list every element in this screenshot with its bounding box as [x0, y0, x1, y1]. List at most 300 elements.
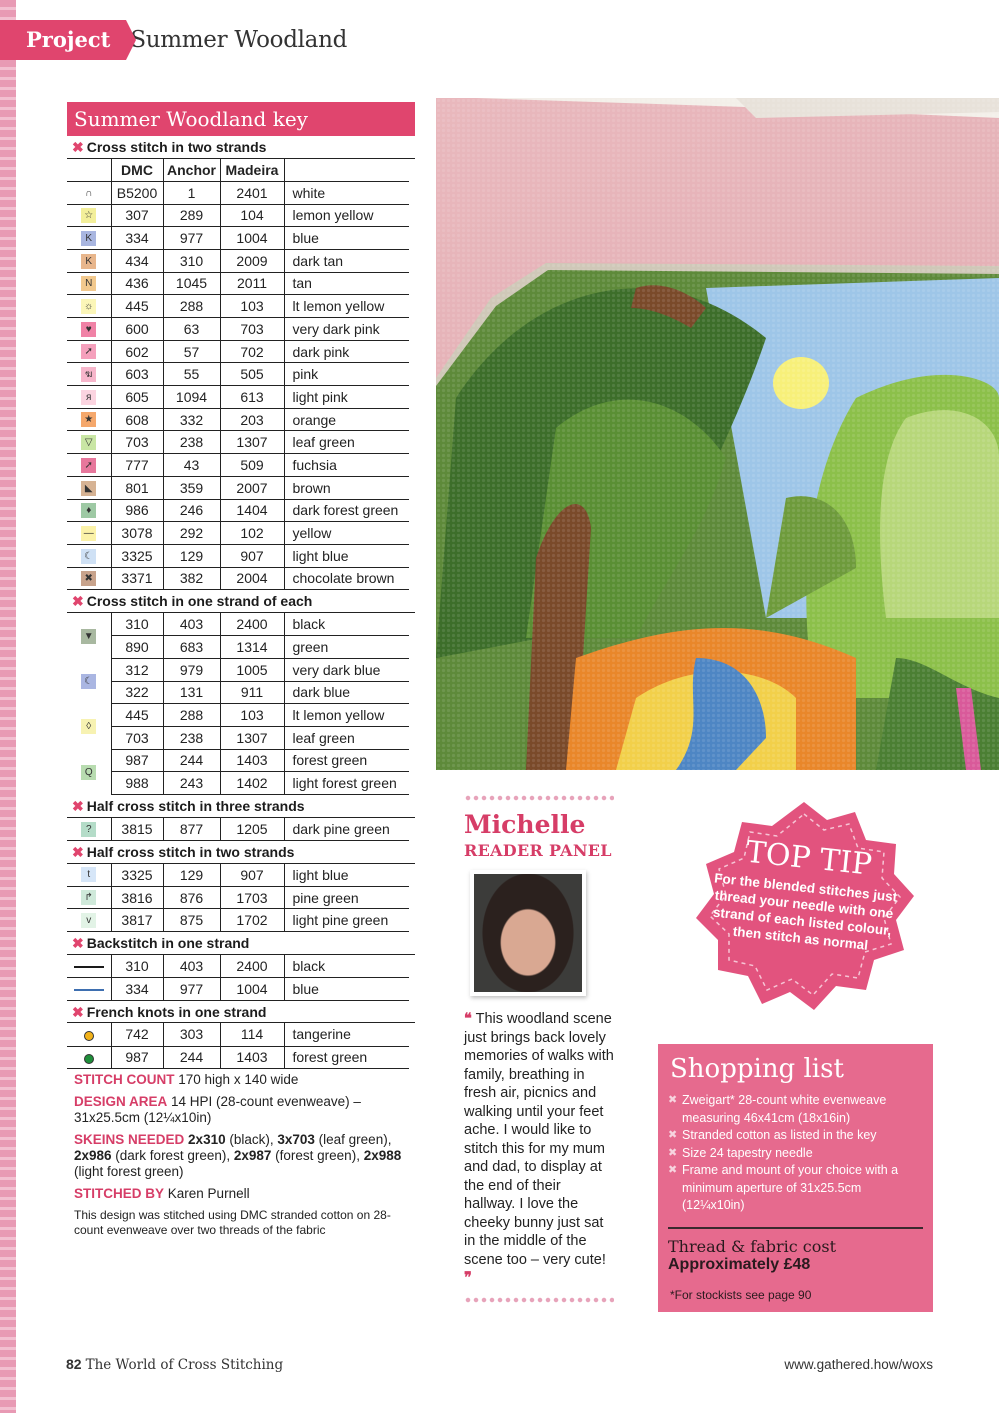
symbol-cell — [67, 249, 111, 272]
footer-left — [66, 1356, 283, 1373]
symbol-cell — [67, 181, 111, 204]
symbol-swatch: K — [81, 231, 96, 246]
key-row — [67, 499, 409, 522]
key-body — [67, 136, 415, 1069]
dmc-code: 703 — [111, 726, 163, 749]
key-section-label: French knots in one strand — [86, 1003, 267, 1020]
anchor-code: 977 — [163, 227, 220, 250]
french-knot-dot — [84, 1054, 94, 1064]
dmc-code: 3815 — [111, 818, 163, 841]
dmc-code: 3078 — [111, 522, 163, 545]
skein-count: 2x986 — [74, 1148, 112, 1163]
thread-name: light pink — [284, 386, 409, 409]
dmc-code: 445 — [111, 295, 163, 318]
dmc-code: 436 — [111, 272, 163, 295]
dmc-code: 987 — [111, 749, 163, 772]
reader-panel — [464, 794, 614, 1304]
thread-name: leaf green — [284, 431, 409, 454]
symbol-swatch: Q — [81, 765, 96, 780]
key-section-label: Cross stitch in two strands — [86, 139, 267, 155]
dmc-code: 602 — [111, 340, 163, 363]
thread-name: leaf green — [284, 726, 409, 749]
madeira-code: 103 — [220, 295, 284, 318]
symbol-cell — [67, 227, 111, 250]
symbol-swatch: ☾ — [81, 549, 96, 564]
key-row — [67, 181, 409, 204]
skein-count: 2x987 — [233, 1148, 272, 1163]
dmc-code: 310 — [111, 955, 163, 978]
key-section-label: Half cross stitch in three strands — [86, 797, 305, 814]
dmc-code: 603 — [111, 363, 163, 386]
header-anchor: Anchor — [163, 159, 220, 182]
symbol-cell — [67, 522, 111, 545]
symbol-swatch: v — [81, 913, 96, 928]
stitch-key — [67, 102, 415, 1069]
symbol-swatch: ◊ — [81, 719, 96, 734]
symbol-swatch: я — [81, 390, 96, 405]
thread-name: blue — [284, 227, 409, 250]
key-row — [67, 886, 409, 909]
key-row — [67, 249, 409, 272]
symbol-cell — [67, 499, 111, 522]
key-section-label: Cross stitch in one strand of each — [86, 593, 313, 610]
symbol-swatch: ✖ — [81, 571, 96, 586]
skein-count: 2x310 — [188, 1132, 226, 1147]
madeira-code: 1403 — [220, 1046, 284, 1069]
madeira-code: 1004 — [220, 977, 284, 1000]
anchor-code: 57 — [163, 340, 220, 363]
key-row — [67, 749, 409, 772]
french-knot-dot — [84, 1031, 94, 1041]
key-row — [67, 204, 409, 227]
symbol-swatch: ∩ — [85, 187, 93, 199]
symbol-swatch: ? — [81, 822, 96, 837]
key-row — [67, 431, 409, 454]
symbol-swatch: ↱ — [81, 890, 96, 905]
design-note: This design was stitched using DMC stranded cotton on 28-count evenweave over two threads of the fabric — [74, 1208, 391, 1237]
dmc-code: 600 — [111, 318, 163, 341]
anchor-code: 55 — [163, 363, 220, 386]
key-row — [67, 454, 409, 477]
madeira-code: 103 — [220, 704, 284, 727]
symbol-swatch: ☆ — [81, 208, 96, 223]
dmc-code: 986 — [111, 499, 163, 522]
reader-portrait — [474, 874, 582, 992]
anchor-code: 43 — [163, 454, 220, 477]
cross-icon: ✖ — [72, 935, 84, 952]
madeira-code: 509 — [220, 454, 284, 477]
header-blank — [67, 159, 111, 182]
dmc-code: 312 — [111, 658, 163, 681]
key-row — [67, 613, 409, 636]
key-row — [67, 544, 409, 567]
cross-icon: ✖ — [72, 139, 84, 155]
madeira-code: 2004 — [220, 567, 284, 590]
skein-count: 3x703 — [277, 1132, 315, 1147]
madeira-code: 1205 — [220, 818, 284, 841]
magazine-name: The World of Cross Stitching — [85, 1357, 284, 1373]
madeira-code: 907 — [220, 544, 284, 567]
footer-url: www.gathered.how/woxs — [784, 1357, 933, 1372]
key-row — [67, 567, 409, 590]
dmc-code: 3325 — [111, 544, 163, 567]
anchor-code: 876 — [163, 886, 220, 909]
anchor-code: 238 — [163, 726, 220, 749]
backstitch-line — [74, 989, 104, 991]
key-row — [67, 1023, 409, 1046]
madeira-code: 2400 — [220, 955, 284, 978]
anchor-code: 288 — [163, 704, 220, 727]
key-row — [67, 1046, 409, 1069]
thread-name: chocolate brown — [284, 567, 409, 590]
symbol-cell — [67, 295, 111, 318]
madeira-code: 1004 — [220, 227, 284, 250]
shopping-list-title: Shopping list — [670, 1054, 844, 1084]
key-row — [67, 272, 409, 295]
anchor-code: 131 — [163, 681, 220, 704]
thread-name: pink — [284, 363, 409, 386]
thread-name: white — [284, 181, 409, 204]
symbol-cell — [67, 704, 111, 749]
symbol-cell — [67, 544, 111, 567]
page-title: Summer Woodland — [130, 27, 348, 53]
anchor-code: 1 — [163, 181, 220, 204]
thread-name: dark pink — [284, 340, 409, 363]
anchor-code: 129 — [163, 544, 220, 567]
cross-icon: ✖ — [72, 797, 84, 814]
dmc-code: 3816 — [111, 886, 163, 909]
anchor-code: 977 — [163, 977, 220, 1000]
key-section-heading — [67, 841, 415, 864]
cross-icon: ✖ — [72, 593, 84, 610]
top-tip-badge — [692, 798, 917, 1013]
anchor-code: 332 — [163, 408, 220, 431]
shopping-item: ✖ Size 24 tapestry needle — [668, 1145, 925, 1163]
shopping-items — [658, 1084, 933, 1215]
symbol-cell — [67, 204, 111, 227]
anchor-code: 1045 — [163, 272, 220, 295]
dmc-code: 890 — [111, 636, 163, 659]
thread-name: pine green — [284, 886, 409, 909]
symbol-cell — [67, 567, 111, 590]
key-section-label: Half cross stitch in two strands — [86, 843, 295, 860]
anchor-code: 979 — [163, 658, 220, 681]
dmc-code: 3371 — [111, 567, 163, 590]
symbol-swatch: ➚ — [81, 458, 96, 473]
madeira-code: 114 — [220, 1023, 284, 1046]
thread-name: forest green — [284, 749, 409, 772]
key-header-row — [67, 159, 409, 182]
madeira-code: 1307 — [220, 431, 284, 454]
reader-quote: ❝ This woodland scene just brings back lovely memories of walks with family, breathing in fresh air, picnics and walking until your feet ache. I would like to stitch this for my mum and dad, to display at the end of their hallway. I love the cheeky bunny just sat in the middle of the scene too – very cute! ❞ — [464, 1010, 614, 1286]
dmc-code: 988 — [111, 772, 163, 795]
thread-name: dark blue — [284, 681, 409, 704]
symbol-swatch: ♦ — [81, 503, 96, 518]
key-row — [67, 704, 409, 727]
anchor-code: 63 — [163, 318, 220, 341]
symbol-cell — [67, 363, 111, 386]
key-row — [67, 658, 409, 681]
top-tip-body: For the blended stitches just thread your needle with one strand of each listed colour, then stitch as normal — [712, 870, 898, 953]
madeira-code: 203 — [220, 408, 284, 431]
symbol-swatch: N — [81, 276, 96, 291]
madeira-code: 702 — [220, 340, 284, 363]
madeira-code: 1403 — [220, 749, 284, 772]
madeira-code: 1702 — [220, 909, 284, 932]
madeira-code: 2400 — [220, 613, 284, 636]
cost-value: Approximately £48 — [668, 1255, 811, 1273]
dmc-code: 322 — [111, 681, 163, 704]
thread-name: light blue — [284, 544, 409, 567]
dmc-code: 310 — [111, 613, 163, 636]
key-section-heading — [67, 795, 415, 818]
thread-name: lt lemon yellow — [284, 295, 409, 318]
key-row — [67, 772, 409, 795]
shopping-item: ✖ Stranded cotton as listed in the key — [668, 1127, 925, 1145]
stitched-by: STITCHED BY Karen Purnell — [74, 1186, 250, 1201]
symbol-cell — [67, 1023, 111, 1046]
anchor-code: 303 — [163, 1023, 220, 1046]
symbol-swatch: ★ — [81, 412, 96, 427]
key-table — [67, 1023, 409, 1069]
key-row — [67, 522, 409, 545]
symbol-cell — [67, 476, 111, 499]
thread-name: fuchsia — [284, 454, 409, 477]
anchor-code: 1094 — [163, 386, 220, 409]
madeira-code: 1402 — [220, 772, 284, 795]
anchor-code: 877 — [163, 818, 220, 841]
madeira-code: 703 — [220, 318, 284, 341]
symbol-swatch: ▽ — [81, 435, 96, 450]
thread-name: dark tan — [284, 249, 409, 272]
key-section-heading — [67, 1001, 415, 1024]
cost-label: Thread & fabric cost — [668, 1236, 837, 1256]
madeira-code: 1314 — [220, 636, 284, 659]
key-section-heading — [67, 932, 415, 955]
symbol-swatch: — — [81, 526, 96, 541]
key-row — [67, 227, 409, 250]
thread-name: very dark blue — [284, 658, 409, 681]
key-table — [67, 864, 409, 933]
dmc-code: 334 — [111, 977, 163, 1000]
key-section-label: Backstitch in one strand — [86, 935, 250, 952]
anchor-code: 292 — [163, 522, 220, 545]
dmc-code: 703 — [111, 431, 163, 454]
thread-name: light pine green — [284, 909, 409, 932]
key-row — [67, 909, 409, 932]
dotted-divider — [464, 794, 614, 802]
anchor-code: 238 — [163, 431, 220, 454]
symbol-cell — [67, 454, 111, 477]
key-section-heading — [67, 136, 415, 159]
anchor-code: 244 — [163, 749, 220, 772]
dmc-code: 605 — [111, 386, 163, 409]
section-tag: Project — [0, 20, 126, 60]
thread-name: lt lemon yellow — [284, 704, 409, 727]
madeira-code: 505 — [220, 363, 284, 386]
madeira-code: 2401 — [220, 181, 284, 204]
shopping-list — [658, 1044, 933, 1312]
anchor-code: 129 — [163, 864, 220, 887]
thread-name: lemon yellow — [284, 204, 409, 227]
madeira-code: 2009 — [220, 249, 284, 272]
thread-name: blue — [284, 977, 409, 1000]
dmc-code: 445 — [111, 704, 163, 727]
symbol-cell — [67, 909, 111, 932]
madeira-code: 104 — [220, 204, 284, 227]
dmc-code: 608 — [111, 408, 163, 431]
thread-name: light forest green — [284, 772, 409, 795]
key-section-heading — [67, 590, 415, 613]
madeira-code: 1404 — [220, 499, 284, 522]
thread-name: tangerine — [284, 1023, 409, 1046]
symbol-cell — [67, 318, 111, 341]
key-table — [67, 159, 409, 591]
key-row — [67, 681, 409, 704]
symbol-cell — [67, 431, 111, 454]
anchor-code: 403 — [163, 955, 220, 978]
dotted-divider-bottom — [464, 1296, 614, 1304]
anchor-code: 382 — [163, 567, 220, 590]
key-title: Summer Woodland key — [67, 102, 415, 136]
key-row — [67, 955, 409, 978]
anchor-code: 683 — [163, 636, 220, 659]
dmc-code: 3325 — [111, 864, 163, 887]
symbol-swatch: ♥ — [81, 322, 96, 337]
thread-name: green — [284, 636, 409, 659]
symbol-cell — [67, 864, 111, 887]
madeira-code: 613 — [220, 386, 284, 409]
dmc-code: 3817 — [111, 909, 163, 932]
symbol-cell — [67, 955, 111, 978]
cost-box — [668, 1227, 923, 1274]
symbol-swatch: t — [81, 867, 96, 882]
key-row — [67, 818, 409, 841]
thread-name: very dark pink — [284, 318, 409, 341]
top-tip-text — [705, 833, 905, 956]
thread-name: tan — [284, 272, 409, 295]
thread-name: orange — [284, 408, 409, 431]
key-row — [67, 408, 409, 431]
symbol-cell — [67, 658, 111, 703]
symbol-cell — [67, 749, 111, 794]
key-row — [67, 295, 409, 318]
thread-name: brown — [284, 476, 409, 499]
anchor-code: 875 — [163, 909, 220, 932]
key-row — [67, 636, 409, 659]
anchor-code: 359 — [163, 476, 220, 499]
madeira-code: 911 — [220, 681, 284, 704]
symbol-swatch: ☼ — [81, 299, 96, 314]
key-row — [67, 386, 409, 409]
dmc-code: B5200 — [111, 181, 163, 204]
symbol-swatch: ◣ — [81, 481, 96, 496]
key-row — [67, 318, 409, 341]
reader-panel-label: READER PANEL — [464, 841, 612, 860]
header-dmc: DMC — [111, 159, 163, 182]
thread-name: forest green — [284, 1046, 409, 1069]
dmc-code: 801 — [111, 476, 163, 499]
key-table — [67, 818, 409, 841]
cross-icon: ✖ — [72, 843, 84, 860]
top-tip-title: TOP TIP — [744, 834, 874, 883]
dmc-code: 987 — [111, 1046, 163, 1069]
madeira-code: 102 — [220, 522, 284, 545]
header-name — [284, 159, 409, 182]
header-madeira: Madeira — [220, 159, 284, 182]
symbol-cell — [67, 408, 111, 431]
anchor-code: 246 — [163, 499, 220, 522]
symbol-swatch: ➚ — [81, 344, 96, 359]
symbol-cell — [67, 1046, 111, 1069]
stitch-count: STITCH COUNT 170 high x 140 wide — [74, 1072, 299, 1087]
key-row — [67, 476, 409, 499]
symbol-swatch: K — [81, 254, 96, 269]
symbol-cell — [67, 340, 111, 363]
stitched-woodland-photo — [436, 98, 999, 770]
symbol-cell — [67, 977, 111, 1000]
dmc-code: 307 — [111, 204, 163, 227]
key-row — [67, 977, 409, 1000]
page-edge-strip — [0, 0, 16, 1413]
backstitch-line — [74, 966, 104, 968]
anchor-code: 289 — [163, 204, 220, 227]
cross-icon: ✖ — [72, 1003, 84, 1020]
madeira-code: 2007 — [220, 476, 284, 499]
madeira-code: 907 — [220, 864, 284, 887]
anchor-code: 243 — [163, 772, 220, 795]
symbol-cell — [67, 818, 111, 841]
anchor-code: 288 — [163, 295, 220, 318]
key-row — [67, 363, 409, 386]
symbol-cell — [67, 613, 111, 658]
skein-count: 2x988 — [363, 1148, 402, 1163]
symbol-swatch: ▼ — [81, 629, 96, 644]
page-number: 82 — [66, 1356, 82, 1372]
anchor-code: 244 — [163, 1046, 220, 1069]
dmc-code: 334 — [111, 227, 163, 250]
page-header — [0, 20, 347, 60]
madeira-code: 1005 — [220, 658, 284, 681]
thread-name: black — [284, 955, 409, 978]
design-notes — [74, 1072, 414, 1244]
key-table — [67, 955, 409, 1001]
stockists-note: *For stockists see page 90 — [670, 1287, 812, 1302]
thread-name: yellow — [284, 522, 409, 545]
symbol-cell — [67, 886, 111, 909]
shopping-item: ✖ Frame and mount of your choice with a minimum aperture of 31x25.5cm (12¼x10in) — [668, 1162, 925, 1215]
key-row — [67, 726, 409, 749]
symbol-cell — [67, 386, 111, 409]
madeira-code: 1307 — [220, 726, 284, 749]
symbol-cell — [67, 272, 111, 295]
shopping-item: ✖ Zweigart* 28-count white evenweave measuring 46x41cm (18x16in) — [668, 1092, 925, 1127]
dmc-code: 742 — [111, 1023, 163, 1046]
key-row — [67, 864, 409, 887]
symbol-swatch: ☾ — [81, 674, 96, 689]
thread-name: dark pine green — [284, 818, 409, 841]
skeins-needed: SKEINS NEEDED 2x310 (black), 3x703 (leaf green), 2x986 (dark forest green), 2x987 (forest green), 2x988 (light forest green) — [74, 1132, 402, 1179]
symbol-swatch: ฆ — [81, 367, 96, 382]
anchor-code: 310 — [163, 249, 220, 272]
dmc-code: 777 — [111, 454, 163, 477]
key-row — [67, 340, 409, 363]
madeira-code: 1703 — [220, 886, 284, 909]
thread-name: light blue — [284, 864, 409, 887]
design-area: DESIGN AREA 14 HPI (28-count evenweave) – 31x25.5cm (12¼x10in) — [74, 1094, 361, 1125]
key-table — [67, 613, 409, 795]
thread-name: dark forest green — [284, 499, 409, 522]
